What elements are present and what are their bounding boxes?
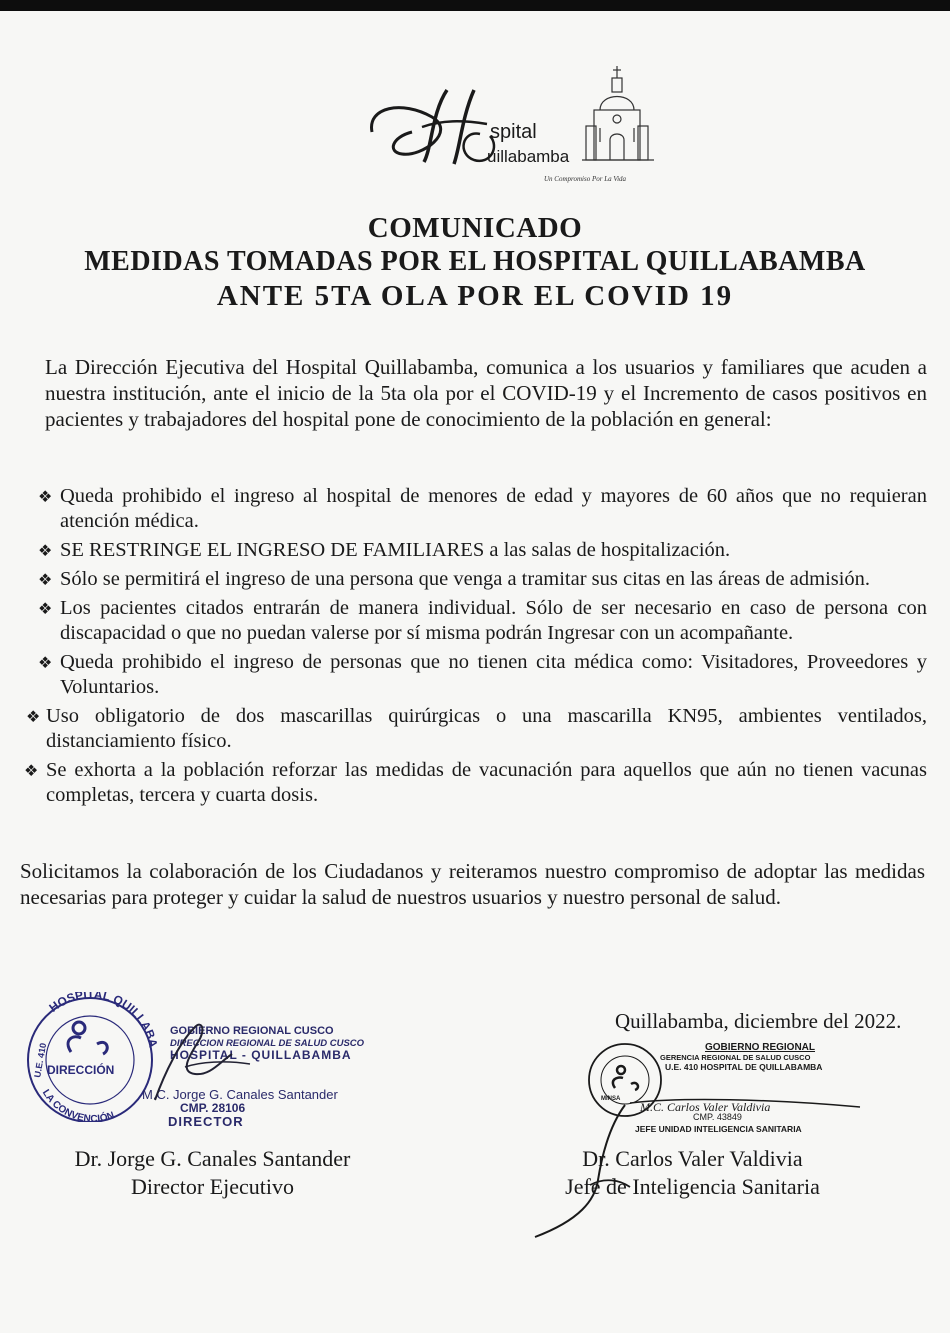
seal-ring-text: HOSPITAL QUILLABA: [46, 992, 161, 1049]
bullet-diamond-icon: ❖: [38, 541, 53, 560]
top-border: [0, 0, 950, 11]
stamp-line: GOBIERNO REGIONAL: [705, 1042, 816, 1053]
list-item: [22, 650, 927, 700]
stamp-line: M.C. Jorge G. Canales Santander: [142, 1087, 338, 1102]
list-item: [22, 567, 927, 592]
document-subtitle: MEDIDAS TOMADAS POR EL HOSPITAL QUILLABAMBA: [84, 246, 866, 277]
stamp-line: HOSPITAL - QUILLABAMBA: [170, 1048, 352, 1062]
logo-text-quillabamba: uillabamba: [487, 147, 570, 166]
signatory-director: [20, 1145, 405, 1201]
bullet-diamond-icon: ❖: [38, 570, 53, 589]
stamp-line: CMP. 43849: [693, 1112, 742, 1122]
signatory-chief: [510, 1145, 875, 1201]
seal-ring-left: U.E. 410: [32, 1042, 49, 1079]
director-stamp: [142, 1020, 390, 1130]
seal-label: MINSA: [601, 1096, 621, 1102]
seal-center-label: DIRECCIÓN: [47, 1063, 115, 1077]
intro-paragraph: La Dirección Ejecutiva del Hospital Quillabamba, comunica a los usuarios y familiares que acuden a nuestra institución, ante el inicio de la 5ta ola por el COVID-19 y el Incremento de casos positivos en pacientes y trabajadores del hospital pone de conocimiento de la población en general:: [45, 355, 927, 431]
measure-text: Los pacientes citados entrarán de manera individual. Sólo de ser necesario en caso de persona con discapacidad o que no puedan valerse por sí misma podrán Ingresar con un acompañante.: [60, 597, 927, 644]
stamp-line: M.C. Carlos Valer Valdivia: [640, 1100, 771, 1114]
signatory-title: Director Ejecutivo: [130, 1174, 295, 1199]
stamp-line: GERENCIA REGIONAL DE SALUD CUSCO: [660, 1053, 811, 1062]
logo-tagline: Un Compromiso Por La Vida: [544, 175, 627, 183]
hospital-seal: [15, 992, 165, 1122]
signatory-title: Jefe de Inteligencia Sanitaria: [565, 1174, 820, 1199]
measure-text: SE RESTRINGE EL INGRESO DE FAMILIARES a las salas de hospitalización.: [60, 539, 731, 561]
list-item: [22, 484, 927, 534]
stamp-line: U.E. 410 HOSPITAL DE QUILLABAMBA: [665, 1062, 823, 1072]
list-item: [22, 538, 927, 563]
measure-text: Se exhorta a la población reforzar las medidas de vacunación para aquellos que aún no tienen vacunas completas, tercera y cuarta dosis.: [46, 759, 927, 806]
bullet-diamond-icon: ❖: [24, 761, 39, 780]
seal-ring-bottom: LA CONVENCIÓN: [39, 1087, 116, 1122]
bullet-diamond-icon: ❖: [38, 487, 53, 506]
bullet-diamond-icon: ❖: [38, 653, 53, 672]
stamp-line: GOBIERNO REGIONAL CUSCO: [170, 1025, 334, 1037]
measure-text: Queda prohibido el ingreso de personas que no tienen cita médica como: Visitadores, Proveedores y Voluntarios.: [60, 651, 927, 698]
family-icon: [68, 1022, 107, 1054]
list-item: [22, 596, 927, 646]
hospital-seal-graphic: [15, 992, 165, 1122]
measure-text: Queda prohibido el ingreso al hospital de menores de edad y mayores de 60 años que no requieran atención médica.: [60, 485, 927, 532]
stamp-line: DIRECTOR: [168, 1114, 244, 1129]
document-title: COMUNICADO: [367, 212, 583, 244]
measures-list: [22, 484, 927, 812]
closing-paragraph: Solicitamos la colaboración de los Ciudadanos y reiteramos nuestro compromiso de adoptar las medidas necesarias para proteger y cuidar la salud de nuestros usuarios y nuestro personal de salud.: [20, 859, 925, 909]
list-item: [22, 704, 927, 754]
place-date: Quillabamba, diciembre del 2022.: [615, 1009, 902, 1033]
bullet-diamond-icon: ❖: [38, 599, 53, 618]
stamp-line: JEFE UNIDAD INTELIGENCIA SANITARIA: [635, 1124, 802, 1134]
signatory-name: Dr. Carlos Valer Valdivia: [582, 1146, 803, 1171]
hospital-logo-graphic: [362, 62, 662, 186]
stamp-line: DIRECCION REGIONAL DE SALUD CUSCO: [170, 1038, 365, 1049]
intelligence-stamp: [615, 1042, 845, 1137]
stamp-line: CMP. 28106: [180, 1101, 246, 1115]
measure-text: Uso obligatorio de dos mascarillas quirúrgicas o una mascarilla KN95, ambientes ventilados, distanciamiento físico.: [46, 705, 927, 752]
church-icon: [582, 66, 654, 160]
measure-text: Sólo se permitirá el ingreso de una persona que venga a tramitar sus citas en las áreas de admisión.: [60, 568, 871, 590]
signatory-name: Dr. Jorge G. Canales Santander: [74, 1146, 351, 1171]
document-subtitle-2: ANTE 5TA OLA POR EL COVID 19: [216, 280, 734, 312]
logo-text-hospital: spital: [490, 121, 537, 143]
list-item: [22, 758, 927, 808]
bullet-diamond-icon: ❖: [26, 707, 41, 726]
hospital-logo: [362, 62, 662, 186]
